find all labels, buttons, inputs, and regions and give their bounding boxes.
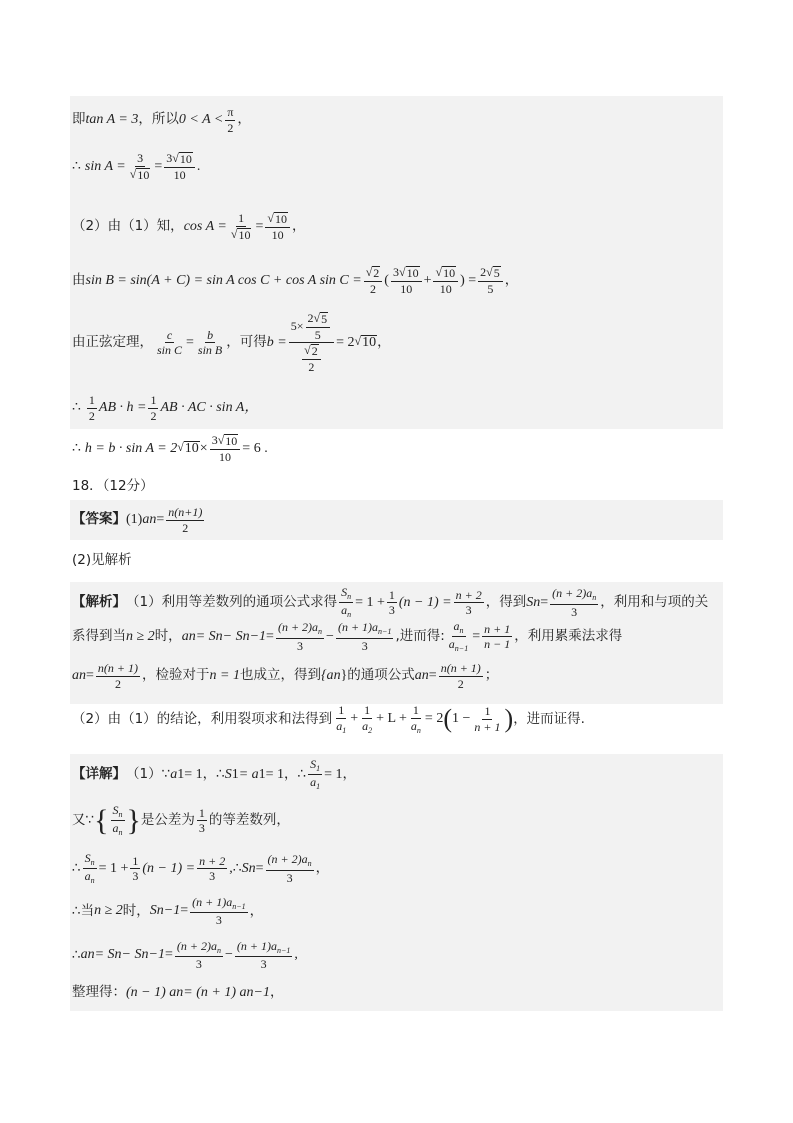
answer-label: 【答案】 — [72, 511, 126, 528]
numerator: 3 √ 10 — [210, 434, 241, 450]
text: ， — [342, 766, 357, 783]
text: ， — [249, 902, 264, 919]
fraction — [550, 587, 598, 618]
math: = 2 — [424, 711, 444, 727]
text: ， — [269, 984, 284, 1001]
fraction — [364, 266, 383, 295]
math: = 6 . — [242, 440, 268, 456]
operator: = — [255, 860, 264, 876]
denominator: sin C — [157, 343, 183, 358]
math: (n − 1) = — [142, 860, 196, 876]
fraction — [148, 394, 158, 422]
numerator: √ 2 — [364, 266, 383, 282]
math: tan A = 3 — [85, 112, 139, 128]
math: } — [340, 668, 348, 684]
numerator: $(n + 2)a_n$ — [175, 940, 223, 957]
line-area — [72, 394, 258, 422]
denominator: 2 — [457, 676, 464, 691]
math: AB · AC · sin A， — [160, 400, 259, 416]
coef: 3 — [211, 433, 218, 447]
numerator: 1 — [198, 805, 205, 820]
numerator: 3 √ 10 — [164, 152, 195, 168]
fraction — [166, 506, 204, 534]
math: sin A = — [84, 158, 126, 174]
denominator: 3 — [571, 604, 578, 619]
text: （2）由（1）的结论，利用裂项求和法得到 — [72, 710, 333, 727]
operator: + — [350, 711, 359, 727]
denominator: sin B — [197, 343, 223, 358]
paren: ) = — [460, 272, 477, 288]
numerator: 3 √ 10 — [391, 266, 422, 282]
fraction — [235, 940, 293, 971]
math: − S — [121, 947, 142, 963]
text: 整理得： — [72, 984, 126, 1001]
numerator: 1 — [88, 393, 95, 407]
fraction — [266, 853, 314, 884]
numerator: 1 — [238, 211, 245, 225]
text: ，检验对于 — [142, 667, 210, 684]
math: AB · h = — [98, 400, 147, 416]
numerator: 1 — [412, 703, 419, 717]
denominator: $a_n$ — [112, 821, 123, 838]
fraction — [478, 266, 503, 295]
text: ，进而证得. — [513, 710, 585, 727]
denominator: $a_1$ — [310, 775, 321, 792]
text: 又∵ — [72, 812, 95, 829]
denominator: $a_n$ — [84, 869, 95, 886]
text: ，∴ — [284, 766, 307, 783]
text: ，可得 — [226, 333, 267, 350]
fraction — [391, 266, 422, 295]
fraction — [210, 434, 241, 463]
math: S — [149, 903, 157, 919]
punct: . — [196, 158, 201, 174]
text: (1) — [126, 512, 143, 528]
text: ， — [291, 217, 306, 234]
operator: = — [186, 334, 194, 350]
fraction — [472, 705, 502, 733]
text: ,进而得: — [395, 628, 445, 645]
math: (n − 1) = — [398, 594, 452, 610]
denominator: $a_n$ — [410, 718, 421, 735]
numerator: n + 1 — [484, 621, 511, 636]
denominator: √ 10 — [230, 226, 251, 242]
numerator: 1 — [364, 703, 371, 717]
fraction — [155, 329, 184, 357]
analysis-line-3: a n = $\frac{n(n + 1)}{2}$ ，检验对于 n = 1 也成立，得到 {a n } 的通项公式 a n = $\frac{n(n + 1)}{2}$ ； — [72, 661, 499, 691]
coef: 5× — [290, 319, 304, 334]
denominator: n + 1 — [474, 719, 501, 734]
fraction — [447, 620, 470, 654]
analysis-line-4: （2）由（1）的结论，利用裂项求和法得到 $\frac{1}{a_1}$ + $\frac{1}{a_2}$ + L + $\frac{1}{a_n}$ = 2 ( 1 − $\frac{1}{n + 1}$ ) ，进而证得. — [72, 703, 585, 735]
text: ， — [504, 271, 519, 288]
punct: , — [294, 947, 298, 963]
inner-numerator: 2 √ 5 — [306, 312, 331, 328]
denominator: 3 — [286, 870, 293, 885]
text: ，利用累乘法求得 — [514, 628, 623, 645]
numerator: $(n + 2)a_n$ — [266, 853, 314, 870]
math: = 1 — [184, 766, 203, 782]
denominator — [298, 343, 325, 373]
denominator: 10 — [400, 281, 413, 296]
operator: = — [540, 594, 549, 610]
math: a — [80, 947, 88, 963]
numerator: $S_n$ — [83, 852, 97, 869]
fraction — [197, 855, 227, 883]
fraction — [265, 212, 290, 241]
fraction — [339, 586, 353, 620]
answer-line — [72, 506, 206, 534]
numerator: n + 2 — [199, 853, 226, 868]
numerator: 1 — [484, 704, 491, 719]
inner-numerator: √ 2 — [302, 344, 321, 360]
math: = S — [195, 628, 216, 644]
radicand: 10 — [179, 152, 192, 166]
text: 是公差为 — [140, 812, 195, 829]
math: a — [72, 668, 79, 684]
fraction — [336, 621, 394, 652]
text: ∴当 — [72, 902, 95, 919]
denominator: $a_2$ — [362, 718, 373, 735]
inner-denominator: 5 — [314, 327, 321, 342]
operator: = — [156, 512, 165, 528]
operator: × — [199, 440, 208, 456]
text: 的等差数列， — [208, 812, 290, 829]
numerator: n + 2 — [455, 587, 482, 602]
coef: 3 — [392, 265, 399, 279]
text: (2)见解析 — [72, 552, 132, 568]
radicand: 10 — [406, 266, 419, 280]
text: ，∴ — [202, 766, 225, 783]
denominator: 3 — [132, 869, 139, 884]
denominator: 3 — [388, 603, 395, 618]
math: n ≥ 2 — [94, 903, 123, 919]
denominator: $a_1$ — [336, 718, 347, 735]
radicand: 5 — [493, 266, 500, 280]
math: S — [526, 594, 534, 610]
denominator: 2 — [150, 408, 157, 423]
numerator: √ 10 — [433, 266, 458, 282]
highlight-band-top — [70, 96, 723, 429]
fraction — [164, 152, 195, 181]
detail-label: 【详解】 — [72, 766, 126, 783]
text: 系得到当 — [72, 628, 126, 645]
math: 1 − — [452, 711, 471, 727]
denominator: 10 — [439, 281, 452, 296]
therefore-symbol: ∴ — [72, 400, 81, 416]
line-tanA — [72, 106, 251, 134]
math: = 1 + — [98, 860, 129, 876]
fraction — [196, 329, 224, 357]
line-sine-law: 由正弦定理， $\frac{c}{\text{sin C}}$ = $\frac{b}{\text{sin B}}$ ，可得 b = 5× 2 √ 5 5 √ 2 2 = 2 √ 10 ， — [72, 311, 391, 374]
fraction — [334, 704, 348, 735]
fraction — [387, 589, 397, 617]
operator: = — [472, 628, 481, 644]
math: = 1 — [324, 766, 343, 782]
numerator: $a_n$ — [452, 620, 466, 637]
numerator: 1 — [338, 703, 345, 717]
fraction — [111, 804, 125, 838]
math: n = 1 — [209, 668, 240, 684]
text: ， — [377, 333, 391, 350]
fraction — [308, 758, 322, 792]
denominator: 2 — [370, 281, 376, 296]
numerator: b — [207, 327, 214, 342]
numerator: $(n + 1)a_{n-1}$ — [235, 940, 293, 957]
numerator: 1 — [388, 587, 395, 602]
fraction — [225, 106, 235, 134]
detail-line-5: ∴ a n = S n − S n−1 = $\frac{(n + 2)a_n}{3}$ − $\frac{(n + 1)a_{n-1}}{3}$ , — [72, 939, 298, 972]
text: ，所以 — [138, 111, 179, 128]
text: 即 — [72, 111, 86, 128]
math: = 2 — [336, 334, 355, 350]
line-cosA: （2）由（1）知， cos A = 1 √ 10 = √ 10 10 ， — [72, 211, 306, 242]
coef: 3 — [166, 151, 173, 165]
fraction — [360, 704, 374, 735]
math: = (n + 1) a — [183, 985, 247, 1000]
numerator: n(n + 1) — [97, 661, 138, 675]
radicand: 2 — [373, 266, 380, 280]
fraction — [439, 662, 483, 690]
fraction — [229, 212, 254, 241]
numerator: π — [227, 105, 234, 119]
numerator — [289, 312, 334, 343]
radicand: 10 — [137, 167, 150, 182]
numerator: $S_n$ — [339, 586, 353, 603]
text: 由正弦定理， — [72, 333, 153, 350]
denominator: 10 — [271, 227, 284, 242]
numerator: 2 √ 5 — [478, 266, 503, 282]
numerator: √ 10 — [265, 212, 290, 228]
math: S — [241, 860, 249, 876]
text: 也成立，得到 — [239, 667, 321, 684]
fraction — [87, 394, 97, 422]
numerator: 1 — [132, 853, 139, 868]
line-h: ∴ h = b · sin A = 2 √ 10 × 3 √ 10 10 = 6 . — [72, 433, 268, 464]
therefore-symbol: ∴ — [72, 158, 81, 174]
fraction — [197, 807, 207, 835]
math: b = — [266, 334, 287, 350]
denominator: 10 — [219, 449, 231, 464]
denominator: $a_{n-1}$ — [448, 637, 469, 654]
math: = S — [94, 947, 115, 963]
text: 时， — [154, 628, 182, 645]
operator: + L + — [376, 711, 407, 727]
text: ， — [315, 860, 330, 877]
radicand: 10 — [225, 434, 238, 448]
denominator: 5 — [487, 281, 494, 296]
text: 由 — [72, 271, 86, 288]
text: ∴ — [72, 860, 81, 877]
numerator: $(n + 1)a_{n-1}$ — [190, 896, 248, 913]
operator: − — [326, 628, 334, 644]
detail-line-4: ∴当 n ≥ 2 时， S n−1 = $\frac{(n + 1)a_{n-1}}{3}$ ， — [72, 895, 264, 928]
analysis-label: 【解析】 — [72, 594, 126, 611]
denominator: 3 — [215, 913, 222, 928]
math: a — [142, 512, 150, 528]
operator: = — [164, 947, 173, 963]
radicand: 10 — [274, 212, 287, 226]
text: 的通项公式 — [347, 667, 415, 684]
fraction — [175, 940, 223, 971]
denominator: 3 — [361, 638, 368, 653]
numerator: $S_n$ — [111, 804, 125, 821]
fraction — [96, 662, 140, 690]
coef: 2 — [307, 311, 314, 325]
numerator: 3 — [137, 151, 144, 165]
radicand: 5 — [321, 312, 328, 326]
radicand: 10 — [362, 334, 377, 350]
math: − S — [222, 628, 243, 644]
coef: 2 — [480, 265, 487, 279]
math: sin B = sin(A + C) = sin A cos C + cos A sin C = — [85, 272, 362, 288]
radicand: 10 — [443, 266, 456, 280]
denominator: $a_n$ — [341, 603, 352, 620]
radicand: 10 — [184, 440, 199, 456]
math: n ≥ 2 — [126, 628, 155, 644]
denominator: 2 — [114, 676, 121, 691]
numerator: c — [166, 327, 173, 342]
analysis-line-2: 系得到当 n ≥ 2 时， a n = S n − S n−1 = $\frac{(n + 2)a_n}{3}$ − $\frac{(n + 1)a_{n-1}}{3}$ ,进而得: $\frac{a_n}{a_{n-1}}$ = $\frac{n + 1}{n - 1}$ ，利用累乘法求得 — [72, 619, 623, 654]
subscript: n — [149, 512, 157, 528]
math: = a — [238, 766, 259, 782]
fraction — [130, 855, 140, 883]
fraction — [190, 896, 248, 927]
analysis-line-1: 【解析】 （1）利用等差数列的通项公式求得 $\frac{S_n}{a_n}$ = 1 + $\frac{1}{3}$ (n − 1) = $\frac{n + 2}{3}$ ，得到 S n = $\frac{(n + 2)a_n}{3}$ ，利用和与项的关 — [72, 585, 709, 620]
numerator: 1 — [150, 393, 157, 407]
text: ，得到 — [485, 594, 527, 611]
math: {a — [320, 668, 334, 684]
detail-line-6: 整理得： (n − 1) a n = (n + 1) a n−1 ， — [72, 984, 284, 1001]
math: 0 < A < — [178, 112, 224, 128]
text: ，利用和与项的关 — [600, 594, 709, 611]
denominator: 3 — [260, 957, 267, 972]
denominator: 10 — [173, 167, 186, 182]
math: S — [224, 766, 232, 782]
text: （1）利用等差数列的通项公式求得 — [126, 594, 338, 611]
math: (n − 1) a — [126, 985, 177, 1000]
numerator: $(n + 2)a_n$ — [276, 621, 324, 638]
text: ， — [237, 111, 251, 128]
numerator: $(n + 2)a_n$ — [550, 587, 598, 604]
operator: = — [266, 628, 274, 644]
math: a — [181, 628, 189, 644]
text: 时， — [122, 902, 150, 919]
fraction — [482, 623, 512, 651]
radicand: 2 — [311, 344, 318, 359]
question-number: 18．（12分） — [72, 478, 154, 494]
denominator: 2 — [182, 520, 189, 535]
paren: ( — [384, 272, 389, 288]
math: ,∴ — [229, 860, 242, 876]
line-sinA: ∴ sin A = 3 √ 10 = 3 √ 10 10 . — [72, 151, 201, 182]
text: ∴ — [72, 946, 81, 963]
denominator: √ 10 — [129, 166, 150, 182]
operator: = — [86, 668, 94, 684]
line-sinB — [72, 266, 518, 295]
denominator: 3 — [209, 869, 216, 884]
denominator: 2 — [88, 408, 95, 423]
operator: = — [180, 903, 189, 919]
operator: − — [224, 947, 233, 963]
complex-fraction — [289, 312, 334, 373]
fraction — [409, 704, 423, 735]
fraction — [454, 589, 484, 617]
denominator: 2 — [227, 120, 234, 135]
denominator: 3 — [195, 957, 202, 972]
numerator: $S_1$ — [308, 758, 322, 775]
denominator: n − 1 — [484, 637, 511, 652]
detail-line-1: 【详解】 （1）∵ a 1 = 1 ，∴ S 1 = a 1 = 1 ，∴ $\frac{S_1}{a_1}$ = 1 ， — [72, 757, 357, 792]
detail-line-2: 又∵ { $\frac{S_n}{a_n}$ } 是公差为 $\frac{1}{3}$ 的等差数列， — [72, 803, 290, 838]
text: （1）∵ — [126, 766, 171, 783]
math: = 1 — [265, 766, 285, 782]
numerator: $(n + 1)a_{n-1}$ — [336, 621, 394, 638]
math: h = b · sin A = 2 — [84, 440, 178, 456]
operator: = — [428, 668, 437, 684]
fraction — [83, 852, 97, 886]
numerator: n(n + 1) — [440, 661, 481, 675]
text: ； — [484, 667, 499, 684]
answer-part2 — [72, 554, 132, 568]
numerator: n(n+1) — [168, 505, 203, 519]
math: a — [414, 668, 422, 684]
question-18-header — [72, 480, 154, 494]
text: （2）由（1）知， — [72, 217, 184, 234]
operator: + — [423, 272, 432, 288]
therefore-symbol: ∴ — [72, 440, 81, 456]
math: cos A = — [183, 218, 227, 234]
fraction — [128, 152, 153, 181]
detail-line-3: ∴ $\frac{S_n}{a_n}$ = 1 + $\frac{1}{3}$ (n − 1) = $\frac{n + 2}{3}$ ,∴ S n = $\frac{(n + 2)a_n}{3}$ ， — [72, 851, 330, 886]
inner-denominator: 2 — [308, 359, 315, 374]
fraction — [276, 621, 324, 652]
radicand: 10 — [238, 227, 251, 242]
denominator: 3 — [198, 821, 205, 836]
denominator: 3 — [465, 603, 472, 618]
math: = 1 + — [355, 594, 385, 610]
fraction — [433, 266, 458, 295]
denominator: 3 — [297, 638, 303, 653]
math: a — [170, 766, 178, 782]
